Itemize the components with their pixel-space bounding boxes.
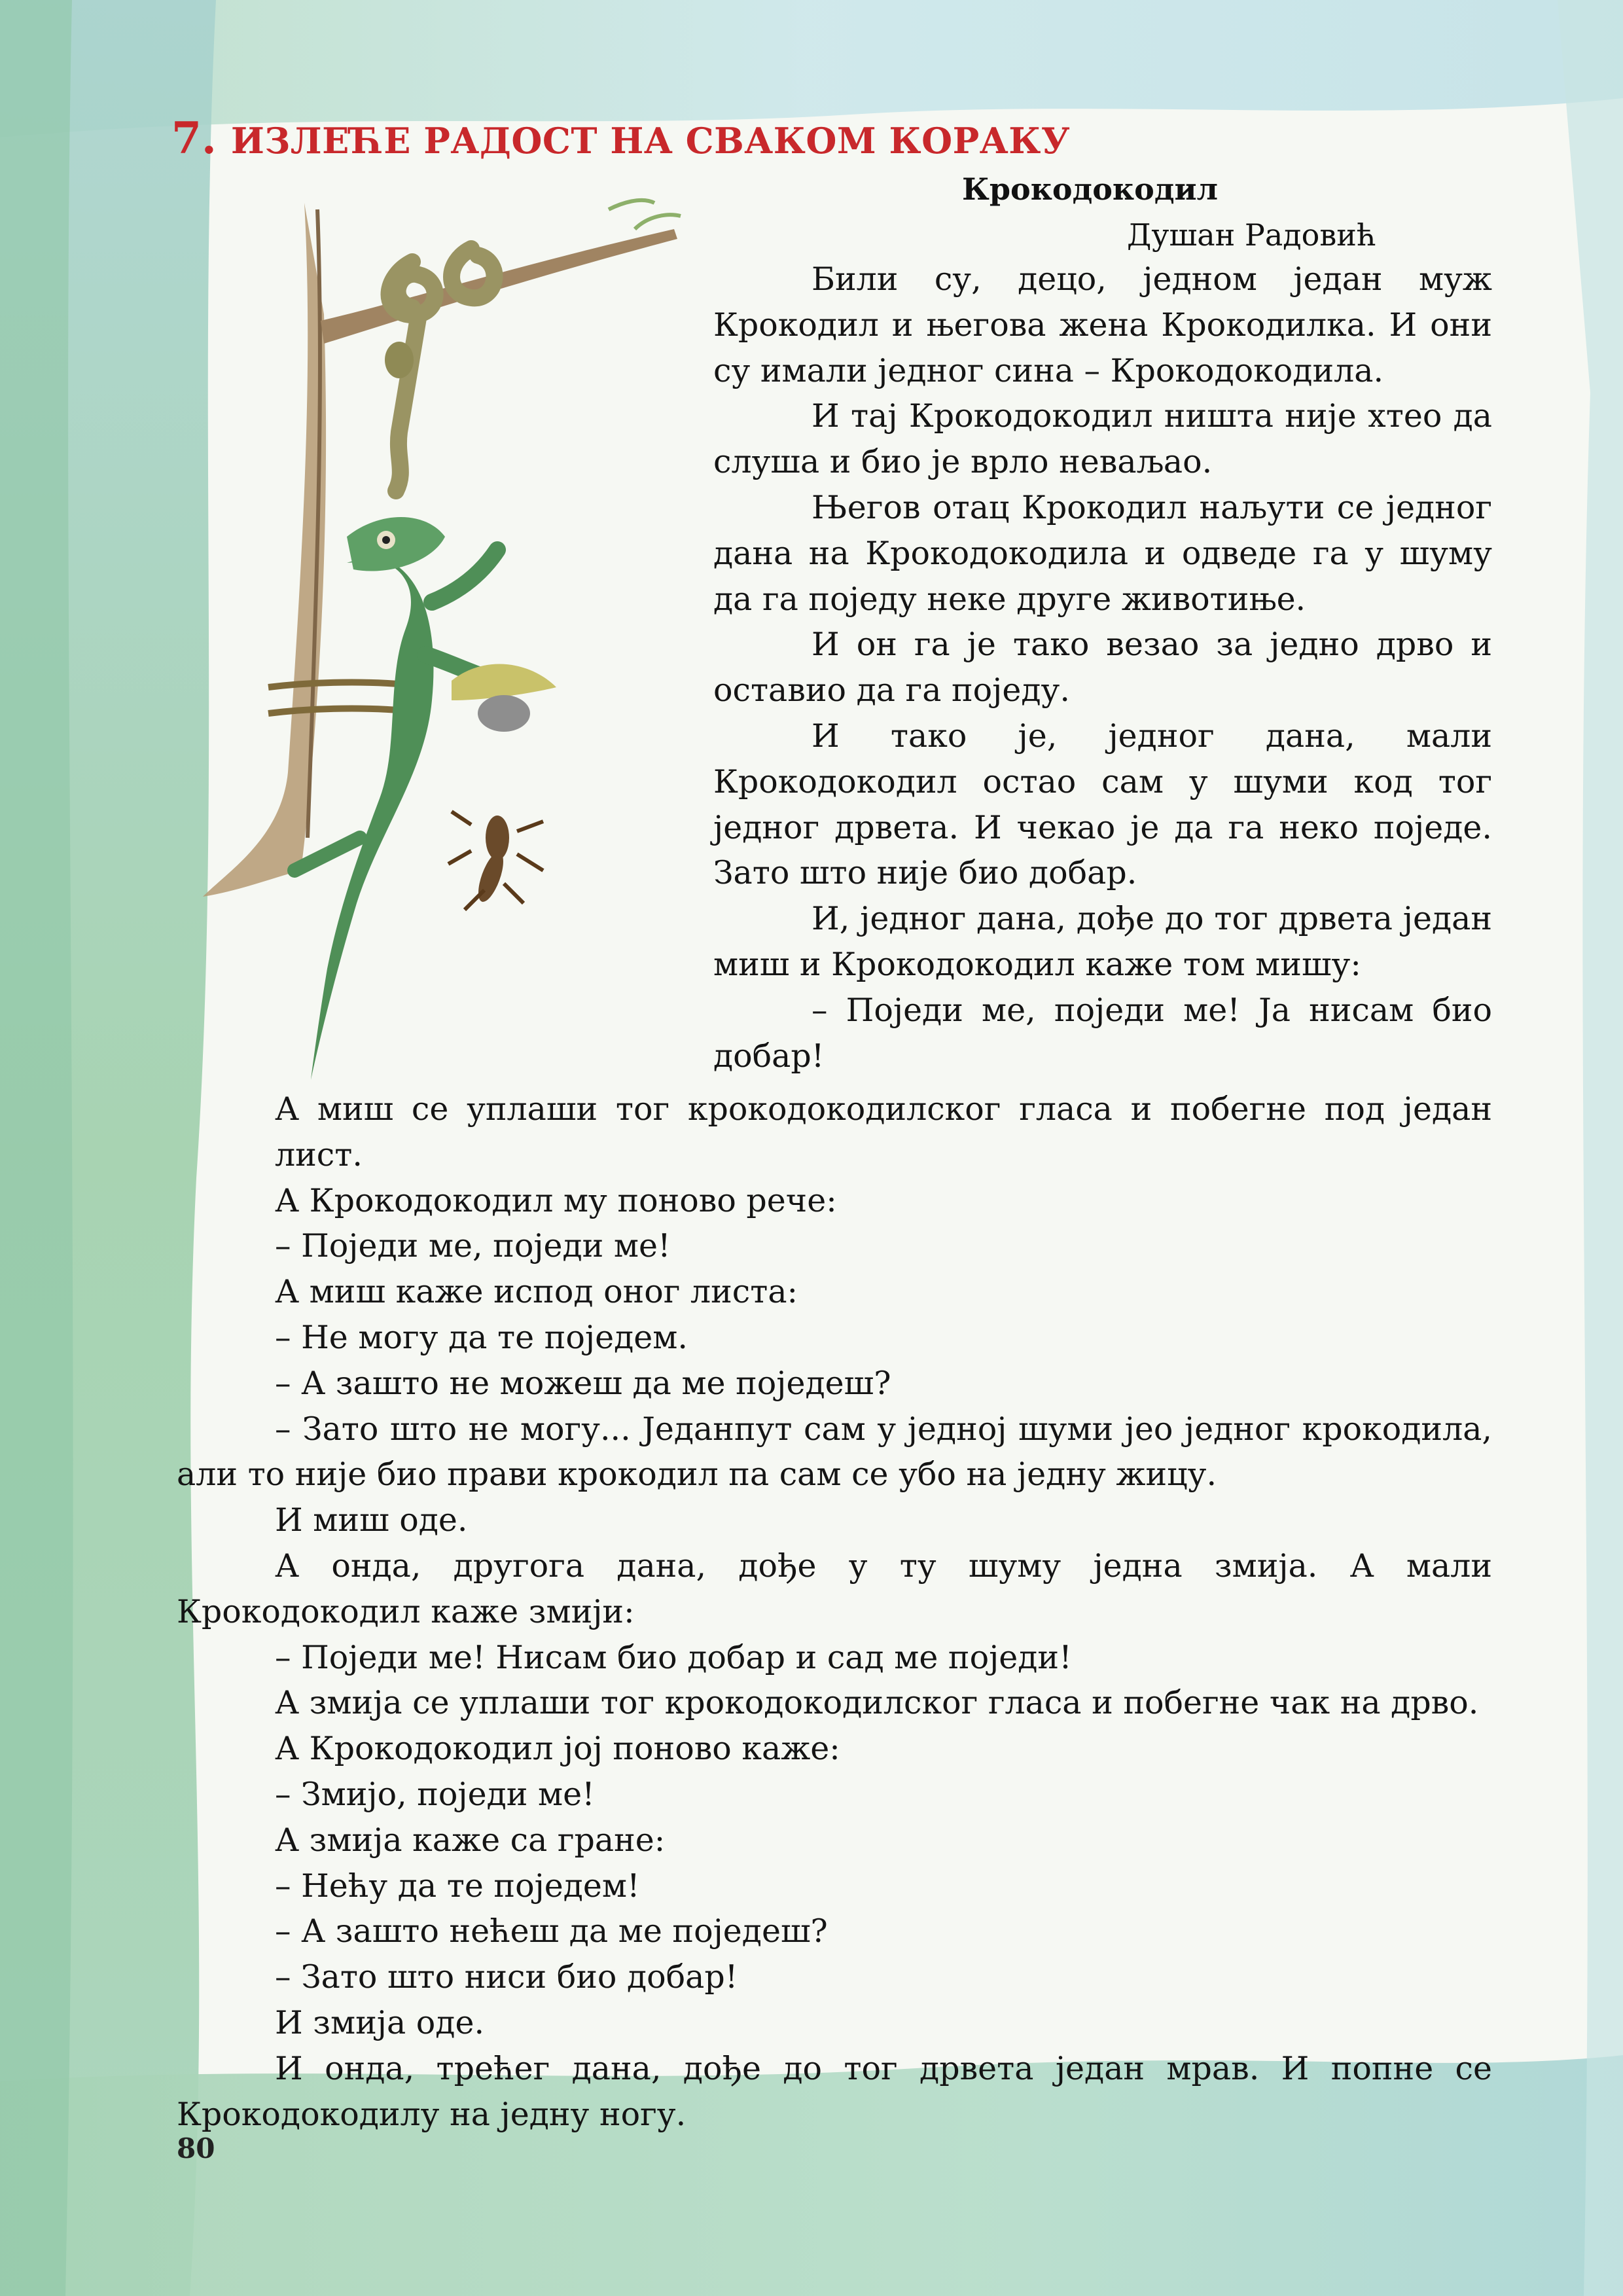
story-author: Душан Радовић	[1127, 217, 1376, 253]
paragraph: А змија каже са гране:	[275, 1821, 666, 1859]
story-title: Крокодокодил	[962, 171, 1219, 207]
paragraph: – Змијо, поједи ме!	[275, 1775, 595, 1813]
crocodile-tree-illustration	[190, 183, 700, 1080]
paragraph: Били су, децо, једном један муж Крокодил и његова жена Крокодилка. И они су имали једног сина – Крокодокодила.	[713, 260, 1492, 389]
paragraph: А Крокодокодил му поново рече:	[275, 1181, 837, 1219]
paragraph: И тако је, једног дана, мали Крокодокодил остао сам у шуми код тог једног дрвета. И чекао је да га неко поједе. Зато што није био добар.	[713, 717, 1492, 892]
page-number: 80	[177, 2132, 215, 2164]
paragraph: А миш каже испод оног листа:	[275, 1273, 798, 1311]
story-column-text	[713, 257, 1492, 1079]
paragraph: И он га је тако везао за једно дрво и оставио да га поједу.	[713, 626, 1492, 709]
paragraph: – Нећу да те поједем!	[275, 1867, 640, 1905]
paragraph: – Поједи ме, поједи ме! Ја нисам био добар!	[713, 991, 1492, 1075]
paragraph: – Зато што не могу... Једанпут сам у једној шуми јео једног крокодила, али то није био прави крокодил па сам се убо на једну жицу.	[177, 1410, 1492, 1494]
paragraph: А змија се уплаши тог крокодокодилског гласа и побегне чак на дрво.	[275, 1684, 1479, 1722]
paragraph: А онда, другога дана, дође у ту шуму једна змија. А мали Крокодокодил каже змији:	[177, 1547, 1492, 1630]
paragraph: – А зашто нећеш да ме поједеш?	[275, 1912, 828, 1950]
story-main-text	[177, 1086, 1492, 2137]
paragraph: – А зашто не можеш да ме поједеш?	[275, 1364, 891, 1402]
paragraph: – Не могу да те поједем.	[275, 1318, 688, 1356]
paragraph: – Поједи ме! Нисам био добар и сад ме поједи!	[275, 1638, 1072, 1676]
paragraph: – Поједи ме, поједи ме!	[275, 1227, 671, 1265]
chapter-title: ИЗЛЕЋЕ РАДОСТ НА СВАКОМ КОРАКУ	[230, 120, 1071, 162]
paragraph: А миш се уплаши тог крокодокодилског гласа и побегне под један лист.	[275, 1090, 1492, 1174]
chapter-heading	[171, 113, 1070, 164]
paragraph: И онда, трећег дана, дође до тог дрвета један мрав. И попне се Крокодокодилу на једну ногу.	[177, 2049, 1492, 2133]
paragraph: Његов отац Крокодил наљути се једног дана на Крокодокодила и одведе га у шуму да га поједу неке друге животиње.	[713, 488, 1492, 618]
paragraph: – Зато што ниси био добар!	[275, 1958, 738, 1996]
paragraph: И тај Крокодокодил ништа није хтео да слуша и био је врло неваљао.	[713, 397, 1492, 481]
paragraph: И, једног дана, дође до тог дрвета један миш и Крокодокодил каже том мишу:	[713, 900, 1492, 983]
paragraph: И миш оде.	[275, 1501, 468, 1539]
paragraph: А Крокодокодил јој поново каже:	[275, 1730, 840, 1768]
paragraph: И змија оде.	[275, 2003, 485, 2041]
chapter-number: 7.	[171, 113, 217, 164]
